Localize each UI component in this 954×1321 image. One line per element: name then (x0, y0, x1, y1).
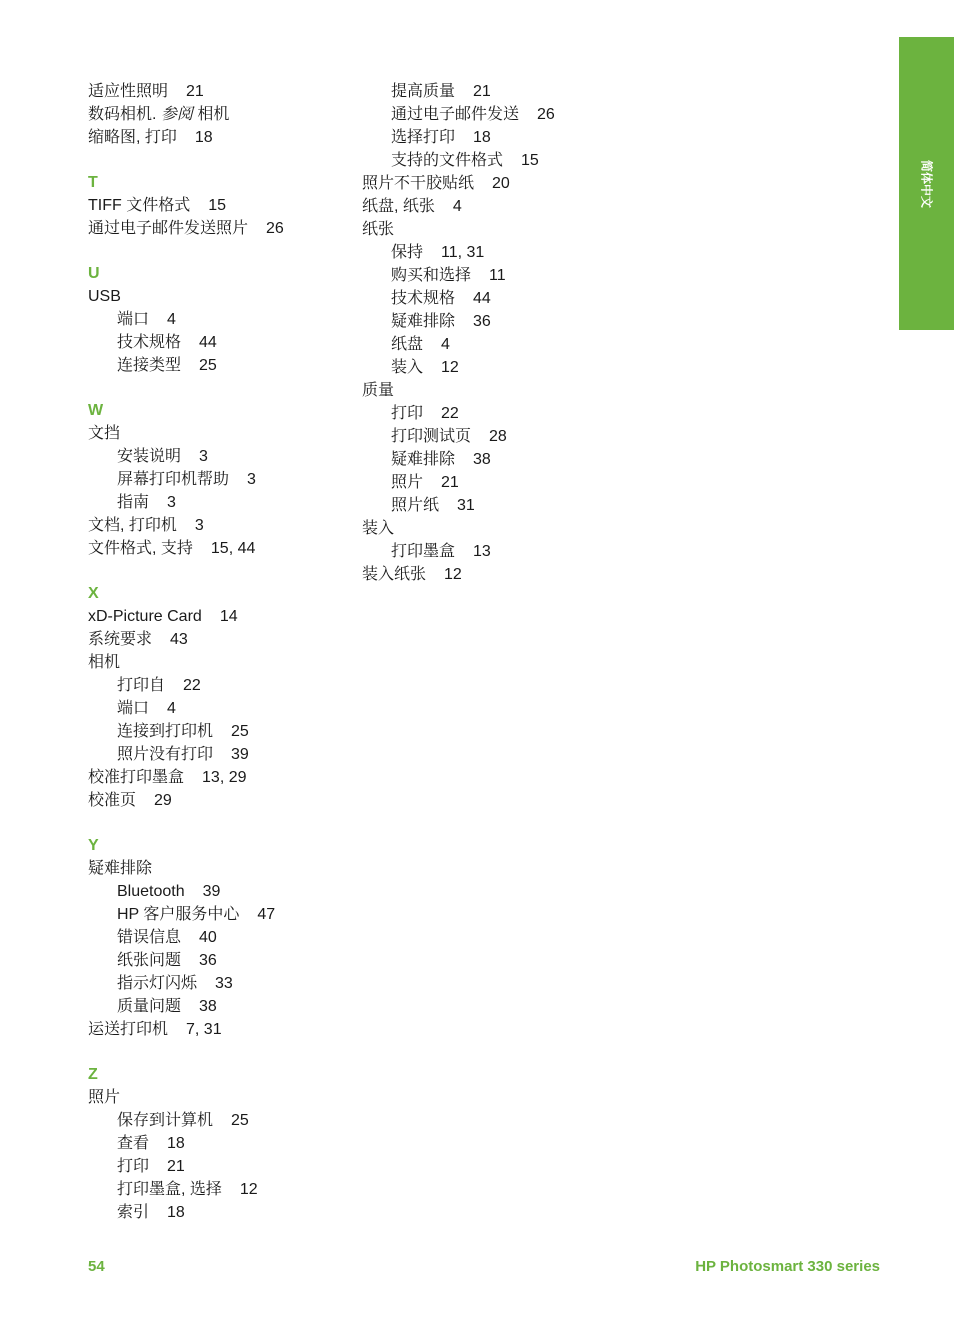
index-subentry (362, 356, 622, 379)
entry-term: 疑难排除 (391, 313, 456, 330)
entry-pages: 20 (492, 175, 510, 192)
entry-term: 文件格式, 支持 (88, 540, 193, 557)
entry-pages: 36 (473, 313, 491, 330)
index-entry (88, 103, 348, 126)
page-number: 54 (88, 1258, 105, 1275)
entry-term: 运送打印机 (88, 1021, 169, 1038)
index-column-left (88, 80, 348, 1224)
index-entry (88, 537, 348, 560)
entry-pages: 4 (452, 198, 462, 215)
entry-pages: 39 (231, 746, 249, 763)
entry-pages: 18 (167, 1135, 185, 1152)
entry-term: 打印 (117, 1158, 150, 1175)
entry-term: 连接类型 (117, 357, 182, 374)
index-entry (88, 80, 348, 103)
index-entry (362, 517, 622, 540)
entry-term: 屏幕打印机帮助 (117, 471, 230, 488)
index-subentry (362, 333, 622, 356)
entry-pages: 3 (167, 494, 176, 511)
section-gap (88, 812, 348, 834)
entry-term: 缩略图, 打印 (88, 129, 177, 146)
index-subentry (362, 425, 622, 448)
entry-pages: 29 (154, 792, 172, 809)
index-entry (88, 651, 348, 674)
entry-term: 技术规格 (391, 290, 456, 307)
entry-term: 照片 (391, 474, 424, 491)
entry-term: 文挡 (88, 425, 121, 442)
entry-term: TIFF 文件格式 (88, 197, 191, 214)
index-entry (88, 789, 348, 812)
entry-term: 装入纸张 (362, 566, 427, 583)
index-entry (88, 514, 348, 537)
index-entry (362, 172, 622, 195)
entry-term: 疑难排除 (88, 860, 153, 877)
entry-term: 端口 (117, 700, 150, 717)
entry-pages: 15 (521, 152, 539, 169)
entry-term: 提高质量 (391, 83, 456, 100)
index-subentry (362, 448, 622, 471)
entry-term: 纸盘 (391, 336, 424, 353)
index-entry (362, 218, 622, 241)
section-gap (88, 1041, 348, 1063)
entry-term: Bluetooth (117, 883, 185, 900)
index-entry (88, 126, 348, 149)
entry-term: 照片 (88, 1089, 121, 1106)
entry-term: 质量问题 (117, 998, 182, 1015)
entry-term: 通过电子邮件发送照片 (88, 220, 249, 237)
entry-term: 支持的文件格式 (391, 152, 504, 169)
index-subentry (88, 1155, 348, 1178)
entry-pages: 44 (199, 334, 217, 351)
index-subentry (88, 995, 348, 1018)
index-subentry (88, 1178, 348, 1201)
entry-term: HP 客户服务中心 (117, 906, 240, 923)
index-subentry (88, 674, 348, 697)
index-subentry (88, 1109, 348, 1132)
entry-term: 文档, 打印机 (88, 517, 177, 534)
index-entry (88, 217, 348, 240)
entry-pages: 39 (202, 883, 221, 900)
entry-pages: 33 (215, 975, 233, 992)
index-subentry (88, 354, 348, 377)
index-entry (88, 1018, 348, 1041)
index-entry (88, 766, 348, 789)
index-subentry (88, 331, 348, 354)
index-subentry (362, 241, 622, 264)
index-entry (362, 195, 622, 218)
index-subentry (362, 471, 622, 494)
entry-term: 装入 (391, 359, 424, 376)
index-letter-heading: Y (88, 837, 99, 854)
entry-pages: 47 (257, 906, 276, 923)
index-subentry (362, 287, 622, 310)
index-entry (88, 605, 348, 628)
entry-term: 打印 (391, 405, 424, 422)
entry-pages: 36 (199, 952, 217, 969)
index-subentry (362, 310, 622, 333)
entry-term: 安装说明 (117, 448, 182, 465)
entry-pages: 43 (170, 631, 188, 648)
entry-pages: 25 (199, 357, 217, 374)
product-name: HP Photosmart 330 series (695, 1258, 880, 1275)
index-subentry (88, 880, 348, 903)
index-subentry (88, 949, 348, 972)
entry-pages: 26 (266, 220, 284, 237)
index-subentry (362, 494, 622, 517)
index-letter-heading: Z (88, 1066, 98, 1083)
entry-pages: 18 (194, 129, 213, 146)
entry-term: 照片不干胶贴纸 (362, 175, 475, 192)
entry-term: 索引 (117, 1204, 150, 1221)
entry-term: 指示灯闪烁 (117, 975, 198, 992)
index-subentry (88, 308, 348, 331)
entry-term: 数码相机. (88, 106, 157, 123)
entry-term: 纸盘, 纸张 (362, 198, 435, 215)
entry-pages: 3 (199, 448, 208, 465)
entry-pages: 38 (199, 998, 217, 1015)
entry-term: 校准页 (88, 792, 137, 809)
entry-pages: 38 (473, 451, 491, 468)
entry-pages: 31 (457, 497, 475, 514)
index-entry (88, 628, 348, 651)
entry-pages: 12 (444, 566, 462, 583)
index-entry (362, 563, 622, 586)
entry-pages: 14 (219, 608, 238, 625)
index-subentry (88, 697, 348, 720)
entry-term: 错误信息 (117, 929, 182, 946)
section-gap (88, 240, 348, 262)
entry-term: 技术规格 (117, 334, 182, 351)
entry-term: 照片纸 (391, 497, 440, 514)
entry-term: xD-Picture Card (88, 608, 202, 625)
entry-pages: 25 (231, 723, 249, 740)
index-entry (88, 422, 348, 445)
entry-pages: 28 (489, 428, 507, 445)
index-subentry (88, 720, 348, 743)
entry-pages: 21 (441, 474, 459, 491)
entry-term: 保持 (391, 244, 424, 261)
entry-pages: 15, 44 (210, 540, 256, 557)
entry-pages: 21 (186, 83, 204, 100)
index-column-right (362, 80, 622, 586)
entry-pages: 22 (441, 405, 459, 422)
index-subentry (362, 264, 622, 287)
entry-term: 纸张问题 (117, 952, 182, 969)
entry-pages: 12 (441, 359, 459, 376)
index-subentry (362, 126, 622, 149)
index-subentry (362, 402, 622, 425)
entry-pages: 18 (167, 1204, 185, 1221)
entry-term: 指南 (117, 494, 150, 511)
entry-term: 纸张 (362, 221, 395, 238)
entry-pages: 12 (239, 1181, 258, 1198)
entry-pages: 15 (208, 197, 227, 214)
entry-pages: 44 (473, 290, 491, 307)
entry-pages: 11, 31 (441, 244, 485, 261)
entry-pages: 18 (473, 129, 491, 146)
index-subentry (88, 743, 348, 766)
index-subentry (88, 1132, 348, 1155)
entry-pages: 3 (247, 471, 256, 488)
entry-term: 质量 (362, 382, 395, 399)
index-entry (88, 1086, 348, 1109)
entry-pages: 22 (183, 677, 201, 694)
index-subentry (88, 1201, 348, 1224)
entry-pages: 13, 29 (202, 769, 247, 786)
entry-term: 疑难排除 (391, 451, 456, 468)
entry-pages: 21 (167, 1158, 185, 1175)
index-letter-heading: U (88, 265, 100, 282)
index-letter-heading: X (88, 585, 99, 602)
entry-pages: 4 (167, 311, 176, 328)
entry-term: 端口 (117, 311, 150, 328)
entry-pages: 7, 31 (186, 1021, 222, 1038)
index-subentry (362, 103, 622, 126)
entry-term: 校准打印墨盒 (88, 769, 185, 786)
see-reference: 参阅 (160, 106, 193, 123)
entry-term: 查看 (117, 1135, 150, 1152)
entry-term: 相机 (88, 654, 121, 671)
entry-term: 打印测试页 (391, 428, 472, 445)
entry-term: 通过电子邮件发送 (391, 106, 520, 123)
index-subentry (362, 540, 622, 563)
entry-term: 保存到计算机 (117, 1112, 214, 1129)
entry-pages: 11 (489, 267, 506, 284)
entry-pages: 25 (231, 1112, 249, 1129)
entry-term: 连接到打印机 (117, 723, 214, 740)
entry-term: 打印自 (117, 677, 166, 694)
entry-term: USB (88, 288, 121, 305)
index-entry (88, 285, 348, 308)
entry-pages: 4 (167, 700, 176, 717)
index-letter-heading: W (88, 402, 104, 419)
entry-pages: 13 (473, 543, 491, 560)
index-entry (362, 379, 622, 402)
entry-term: 打印墨盒 (391, 543, 456, 560)
entry-pages: 3 (194, 517, 204, 534)
index-subentry (88, 926, 348, 949)
section-gap (88, 560, 348, 582)
entry-term: 照片没有打印 (117, 746, 214, 763)
entry-term: 装入 (362, 520, 395, 537)
entry-pages: 26 (537, 106, 555, 123)
index-subentry (88, 445, 348, 468)
entry-term: 购买和选择 (391, 267, 472, 284)
index-subentry (362, 149, 622, 172)
entry-term: 系统要求 (88, 631, 153, 648)
section-gap (88, 377, 348, 399)
index-entry (88, 194, 348, 217)
entry-term: 适应性照明 (88, 83, 169, 100)
language-tab-label: 简体中文 (919, 159, 934, 209)
index-entry (88, 857, 348, 880)
index-subentry (88, 491, 348, 514)
entry-term: 打印墨盒, 选择 (117, 1181, 222, 1198)
section-gap (88, 149, 348, 171)
index-subentry (362, 80, 622, 103)
entry-pages: 4 (441, 336, 450, 353)
index-subentry (88, 903, 348, 926)
entry-pages: 40 (199, 929, 217, 946)
index-subentry (88, 972, 348, 995)
index-subentry (88, 468, 348, 491)
entry-pages: 21 (473, 83, 491, 100)
see-target: 相机 (197, 106, 230, 123)
index-letter-heading: T (88, 174, 98, 191)
entry-term: 选择打印 (391, 129, 456, 146)
